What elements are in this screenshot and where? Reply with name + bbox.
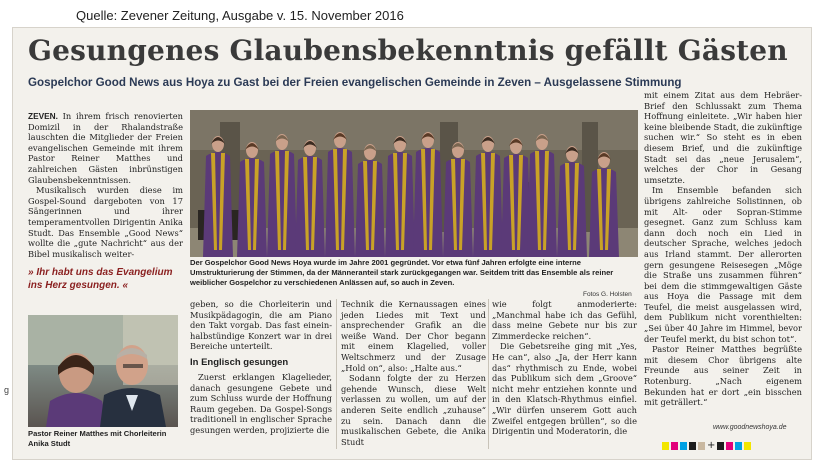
paragraph: Die Gebetsreihe ging mit „Yes, He can“, also „Ja, der Herr kann das“ rhythmisch zu Ende, wobei das Publikum sich dem „Groove“ nicht mehr entziehen konnte und in den Klatsch-Rhythmus einfiel. „Wir dürfen unserem Gott auch Zweifel entgegen brüllen“, so die Dirigentin und Moderatorin, die [492,341,637,437]
paragraph: wie folgt anmoderierte: „Manchmal habe ich das Gefühl, dass meine Gebete nur bis zur Zimmerdecke reichen“. [492,299,637,341]
source-line: Quelle: Zevener Zeitung, Ausgabe v. 15. November 2016 [76,8,404,23]
article-column-3 [341,299,486,447]
photo-caption-main: Der Gospelchor Good News Hoya wurde im Jahre 2001 gegründet. Vor etwa fünf Jahren erfolgte eine interne Umstrukturierung der Stimmen, da der Männeranteil stark zurückgegangen war. Seitdem tritt das Ensemble als reiner weiblicher Gospelchor zu verschiedenen Anlässen auf, so auch in Zeven. [190,258,614,287]
singer-robe [501,154,531,257]
photo-pastor-and-conductor [28,315,178,427]
photo-credit: Fotos G. Holsten [583,291,632,298]
singer-robe [385,152,415,257]
newspaper-clipping [12,27,812,460]
paragraph: Technik die Kernaussagen eines jeden Liedes mit Text und ansprechender Grafik an die weiße Wand. Der Chor begann mit einem Klagelied, voller Weltschmerz und der Zusage „Hold on“, also: „Halte aus.“ [341,299,486,373]
margin-mark: g [4,385,10,395]
article-column-1 [28,111,183,259]
photo-caption-small: Pastor Reiner Matthes mit Chorleiterin Anika Studt [28,429,167,448]
website-url: www.goodnewshoya.de [713,424,787,431]
article-subheadline: Gospelchor Good News aus Hoya zu Gast bei der Freien evangelischen Gemeinde in Zeven – Ausgelassene Stimmung [28,76,682,89]
article-column-2 [190,299,332,436]
section-heading: In Englisch gesungen [190,356,289,368]
column-divider [488,299,489,449]
singer-robe [557,162,587,257]
color-swatch [689,442,696,450]
paragraph: mit einem Zitat aus dem Hebräer-Brief den Schlussakt zum Thema Hoffnung einleitete. „Wir haben hier keine bleibende Stadt, die zukünftige suchen wir.“ So steht es in eben diesem Brief, und die zukünftige Stadt sei das „neue Jerusalem“, welches der Chor in Gesang umsetzte. [644,90,802,185]
paragraph: geben, so die Chorleiterin und Musikpädagogin, die am Piano den Takt vorgab. Das fast einein-halbstündige Konzert war in drei Bereiche unterteilt. [190,299,332,352]
color-swatch [698,442,705,450]
column-divider [336,299,337,449]
singer-robe [355,160,385,257]
color-swatch [735,442,742,450]
pull-quote: » Ihr habt uns das Evangelium ins Herz gesungen. « [28,267,173,291]
paragraph: Im Ensemble befanden sich übrigens zahlreiche Solistinnen, ob mit Alt- oder Sopran-Stimme gesegnet. Ganz zum Schluss kam dann doch noch ein Lied in deutscher Sprache, welches jedoch aus Irland stammt. Der allerorten gern gesungene Reisesegen „Möge die Straße uns zusammen führen“ bei dem die stimmgewaltigen Gäste aus Hoya die Passage mit dem Teufel, die meist ausgelassen wird, dem Publikum nicht vorenthielten: „Sei über 40 Jahre im Himmel, bevor der Teufel merkt, du bist schon tot“. [644,185,802,344]
lead-paragraph: In ihrem frisch renovierten Domizil in der Rhalandstraße lauschten die Mitglieder der Freien evangelischen Gemeinde mit ihrem Pastor Reiner Matthes und zahlreichen Gästen inbrünstigen Glaubensbekenntnissen. [28,111,184,185]
singer-robe [413,148,443,257]
choir-photo-illustration [190,110,638,257]
article-column-4 [492,299,637,437]
article-headline: Gesungenes Glaubensbekenntnis gefällt Gästen [28,34,788,67]
article-column-5 [644,90,802,408]
paragraph: Musikalisch wurden diese im Gospel-Sound dargeboten von 17 Sängerinnen und ihrer temperamentvollen Dirigentin Anika Studt. Das Ensemble „Good News“ wollte die „gute Nachricht“ aus der Bibel musikalisch weiter- [28,185,183,259]
paragraph: Sodann folgte der zu Herzen gehende Wunsch, diese Welt verlassen zu wollen, um auf der anderen Seite endlich „zuhause“ zu sein. Danach dann die musikalischen Gebete, die Anika Studt [341,373,486,447]
singer-robe [473,152,503,257]
dateline: ZEVEN. [28,111,58,121]
color-swatch [744,442,751,450]
paragraph: Pastor Reiner Matthes begrüßte mit diesem Chor übrigens alte Freunde aus seiner Zeit in Rotenburg. „Nach eigenem Bekunden hat er dort „ein bisschen mit geträllert.“ [644,344,802,408]
singer-robe [203,152,233,257]
registration-mark-icon: + [707,440,716,451]
singer-robe [267,150,297,257]
color-swatch [662,442,669,450]
singer-robe [443,158,473,257]
singer-robe [295,156,325,257]
color-swatch [726,442,733,450]
color-swatch [671,442,678,450]
color-swatch [717,442,724,450]
singer-robe [527,150,557,257]
color-swatch [680,442,687,450]
singer-robe [589,168,619,257]
singer-robe [237,158,267,257]
singer-robe [325,148,355,257]
print-color-bar [662,440,772,451]
portrait-photo-illustration [28,315,178,427]
photo-gospel-choir [190,110,638,257]
paragraph: Zuerst erklangen Klagelieder, danach gesungene Gebete und zum Schluss wurde der Hoffnung Raum gegeben. Da Gospel-Songs traditionell in englischer Sprache gesungen werden, projizierte die [190,371,332,435]
